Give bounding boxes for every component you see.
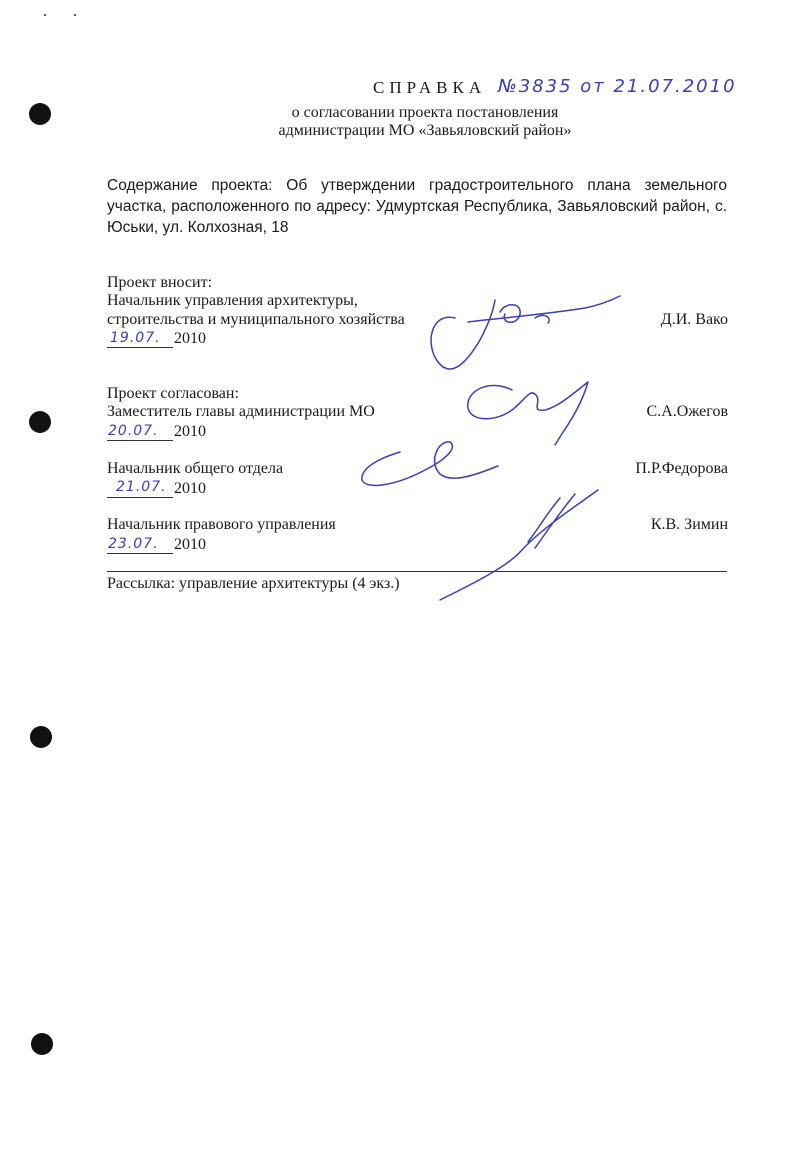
approver-date-handwritten: 23.07.: [108, 536, 159, 552]
approver-date-year: 2010: [174, 423, 206, 440]
registration-handwritten: №3835 от 21.07.2010: [498, 76, 737, 97]
approver-position: Заместитель главы администрации МО: [107, 403, 375, 420]
document-subtitle-line1: о согласовании проекта постановления: [291, 104, 559, 121]
submitter-date-year: 2010: [174, 330, 206, 347]
approver-date-line: [107, 553, 173, 554]
approver-position: Начальник общего отдела: [107, 460, 284, 477]
scan-speck: [44, 14, 46, 16]
approver-date-line: [107, 497, 173, 498]
signature-ozhegov: [468, 382, 588, 445]
approver-name: С.А.Ожегов: [646, 403, 728, 420]
approver-date-handwritten: 21.07.: [116, 479, 167, 495]
document-subtitle-line2: администрации МО «Завьяловский район»: [278, 122, 572, 139]
approver-name: П.Р.Федорова: [635, 460, 728, 477]
signature-fedorova: [362, 442, 498, 486]
distribution-text: Рассылка: управление архитектуры (4 экз.): [107, 575, 400, 592]
approver-date-handwritten: 20.07.: [108, 423, 159, 439]
submitter-date-line: [107, 347, 173, 348]
scan-speck: [74, 14, 76, 16]
submitter-date-handwritten: 19.07.: [110, 330, 161, 346]
punch-hole-3: [30, 726, 52, 748]
signature-zimin: [440, 490, 598, 600]
approver-date-line: [107, 440, 173, 441]
document-title: СПРАВКА: [373, 78, 487, 97]
submitter-position-line2: строительства и муниципального хозяйства: [107, 311, 405, 328]
submitter-heading: Проект вносит:: [107, 274, 213, 291]
punch-hole-4: [31, 1033, 53, 1055]
approver-position: Начальник правового управления: [107, 516, 336, 533]
approval-heading: Проект согласован:: [107, 385, 239, 402]
punch-hole-2: [29, 411, 51, 433]
approver-name: К.В. Зимин: [650, 516, 728, 533]
separator-line: [107, 571, 727, 572]
project-content: Содержание проекта: Об утверждении градостроительного плана земельного участка, расположенного по адресу: Удмуртская Республика, Завьяловский район, с. Юськи, ул. Колхозная, 18: [107, 177, 727, 236]
approver-date-year: 2010: [174, 536, 206, 553]
signature-vako: [431, 296, 620, 369]
submitter-name: Д.И. Вако: [660, 311, 728, 328]
approver-date-year: 2010: [174, 480, 206, 497]
submitter-position-line1: Начальник управления архитектуры,: [107, 292, 358, 309]
